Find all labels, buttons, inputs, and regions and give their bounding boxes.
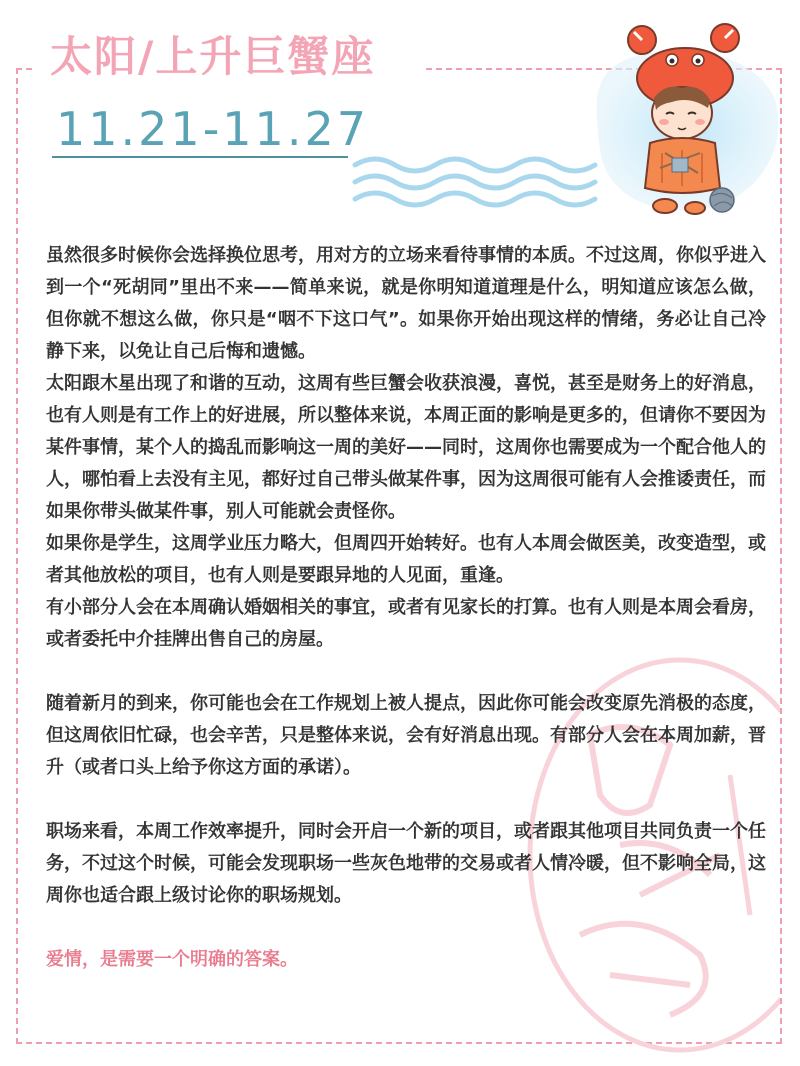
date-range: 11.21-11.27 bbox=[56, 102, 369, 156]
paragraph-students: 如果你是学生，这周学业压力略大，但周四开始转好。也有人本周会做医美，改变造型，或者其他放松的项目，也有人则是要跟异地的人见面，重逢。 bbox=[46, 533, 766, 586]
page-title: 太阳/上升巨蟹座 bbox=[50, 32, 376, 81]
paragraph-mood: 虽然很多时候你会选择换位思考，用对方的立场来看待事情的本质。不过这周，你似乎进入到一个“死胡同”里出不来——简单来说，就是你明知道道理是什么，明知道应该怎么做，但你就不想这么做，你只是“咽不下这口气”。如果你开始出现这样的情绪，务必让自己冷静下来，以免让自己后悔和遗憾。 bbox=[46, 245, 766, 362]
paragraph-marriage: 有小部分人会在本周确认婚姻相关的事宜，或者有见家长的打算。也有人则是本周会看房，或者委托中介挂牌出售自己的房屋。 bbox=[46, 597, 766, 650]
horoscope-text bbox=[46, 240, 766, 976]
paragraph-career: 职场来看，本周工作效率提升，同时会开启一个新的项目，或者跟其他项目共同负责一个任务，不过这个时候，可能会发现职场一些灰色地带的交易或者人情冷暖，但不影响全局，这周你也适合跟上级讨论你的职场规划。 bbox=[46, 821, 766, 906]
paragraph-new-moon: 随着新月的到来，你可能也会在工作规划上被人提点，因此你可能会改变原先消极的态度，但这周依旧忙碌，也会辛苦，只是整体来说，会有好消息出现。有部分人会在本周加薪，晋升（或者口头上给予你这方面的承诺）。 bbox=[46, 693, 766, 778]
crab-mascot-icon bbox=[620, 18, 750, 218]
paragraph-jupiter: 太阳跟木星出现了和谐的互动，这周有些巨蟹会收获浪漫，喜悦，甚至是财务上的好消息，也有人则是有工作上的好进展，所以整体来说，本周正面的影响是更多的，但请你不要因为某件事情，某个人的捣乱而影响这一周的美好——同时，这周你也需要成为一个配合他人的人，哪怕看上去没有主见，都好过自己带头做某件事，因为这周很可能有人会推诿责任，而如果你带头做某件事，别人可能就会责怪你。 bbox=[46, 373, 766, 522]
date-underline bbox=[52, 156, 348, 158]
wave-lines-icon bbox=[350, 150, 600, 210]
love-line: 爱情，是需要一个明确的答案。 bbox=[46, 949, 298, 970]
